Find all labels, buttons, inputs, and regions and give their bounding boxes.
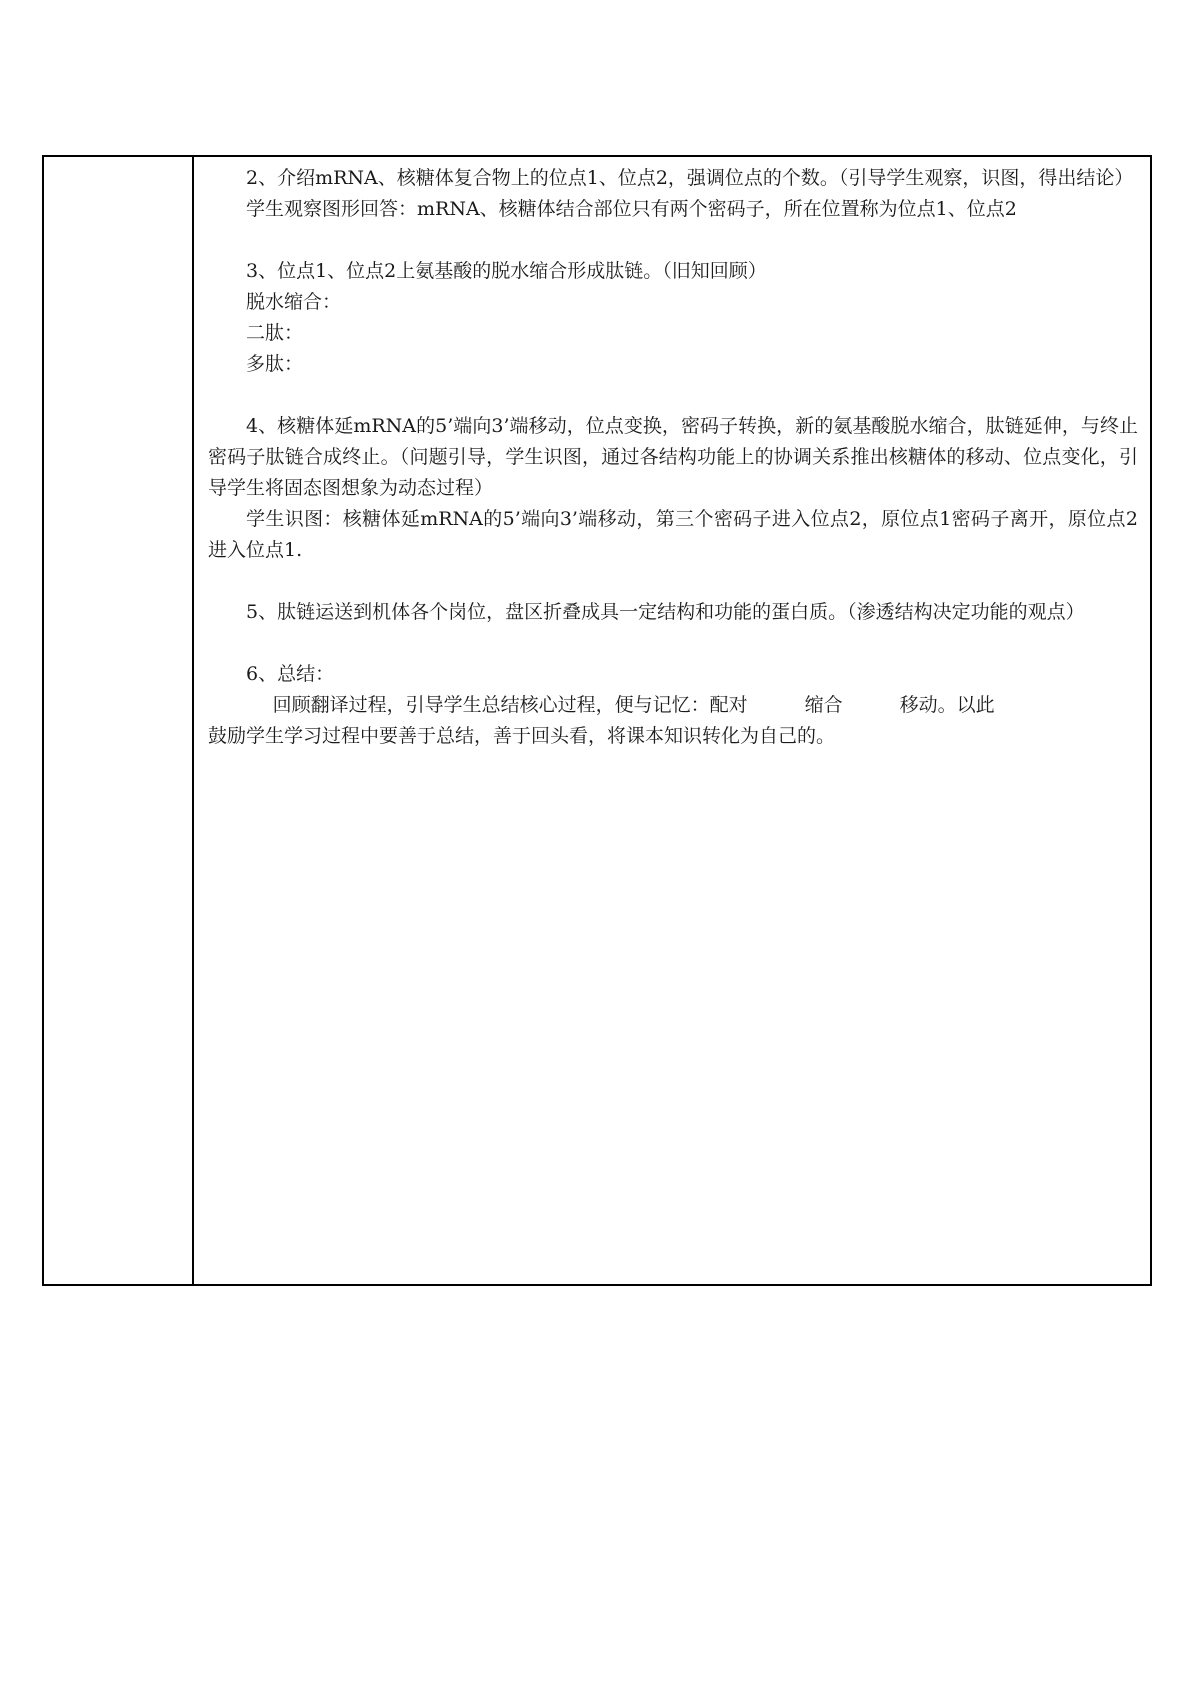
paragraph-step-2: 2、介绍mRNA、核糖体复合物上的位点1、位点2，强调位点的个数。（引导学生观察，识图，得出结论） <box>246 167 1134 189</box>
paragraph-step-5: 5、肽链运送到机体各个岗位，盘区折叠成具一定结构和功能的蛋白质。（渗透结构决定功能的观点） <box>246 601 1085 623</box>
paragraph-step-6: 6、总结： <box>246 663 335 685</box>
paragraph-step-2-answer: 学生观察图形回答：mRNA、核糖体结合部位只有两个密码子，所在位置称为位点1、位点2 <box>246 198 1017 220</box>
step-3-item-dipeptide: 二肽： <box>246 322 304 344</box>
paragraph-step-4-answer: 学生识图：核糖体延mRNA的5’端向3’端移动，第三个密码子进入位点2，原位点1密码子离开，原位点2进入位点1. <box>208 508 1138 561</box>
summary-text-part1: 回顾翻译过程，引导学生总结核心过程，便与记忆：配对 <box>272 694 748 716</box>
lesson-table <box>42 155 1152 1286</box>
paragraph-step-4: 4、核糖体延mRNA的5’端向3’端移动，位点变换，密码子转换，新的氨基酸脱水缩合，肽链延伸，与终止密码子肽链合成终止。（问题引导，学生识图，通过各结构功能上的协调关系推出核糖体的移动、位点变化，引导学生将固态图想象为动态过程） <box>208 415 1138 499</box>
lesson-content-cell <box>208 163 1138 752</box>
summary-line-2: 鼓励学生学习过程中要善于总结，善于回头看，将课本知识转化为自己的。 <box>208 725 836 747</box>
summary-text-part3: 移动。以此 <box>899 694 995 716</box>
summary-line <box>208 690 1138 721</box>
paragraph-step-3: 3、位点1、位点2上氨基酸的脱水缩合形成肽链。（旧知回顾） <box>246 260 767 282</box>
left-column-cell <box>44 157 192 1284</box>
summary-text-part2: 缩合 <box>804 694 843 716</box>
column-divider <box>192 157 194 1284</box>
step-3-item-polypeptide: 多肽： <box>246 353 304 375</box>
step-3-item-dehydration: 脱水缩合： <box>246 291 342 313</box>
